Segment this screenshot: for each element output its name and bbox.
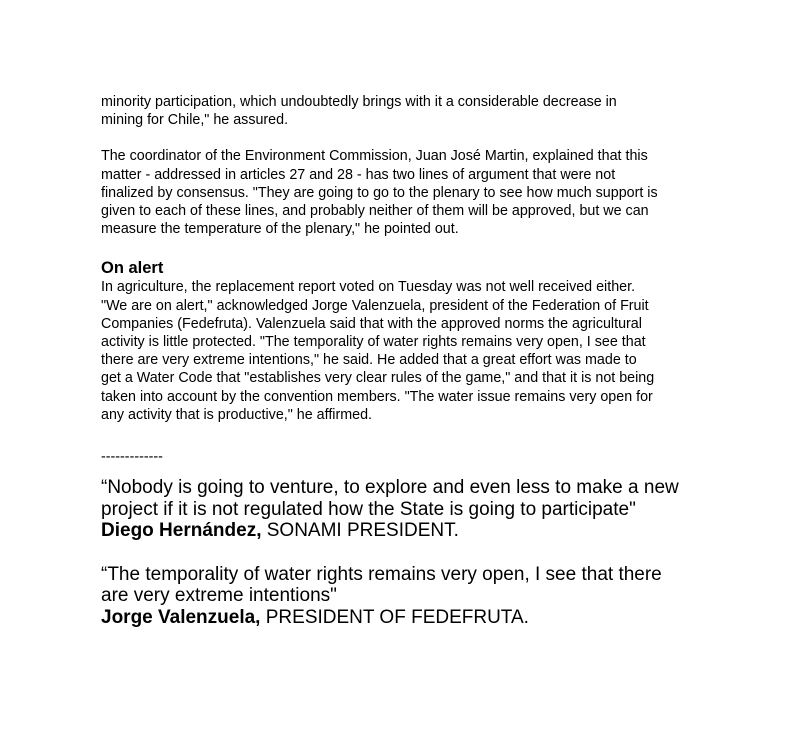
quote-author-title: PRESIDENT OF FEDEFRUTA. <box>260 606 529 628</box>
quote-author-name: Diego Hernández, <box>101 520 262 542</box>
article-paragraph: The coordinator of the Environment Commission, Juan José Martin, explained that this matter - addressed in articles 27 and 28 - has two lines of argument that were not finalized by consensus. "They are going to go to the plenary to see how much support is given to each of these lines, and probably neither of them will be approved, but we can measure the temperature of the plenary," he pointed out. <box>101 148 658 238</box>
quote-attribution <box>101 607 721 629</box>
pull-quote <box>101 477 721 542</box>
quote-text: “Nobody is going to venture, to explore and even less to make a new project if it is not regulated how the State is going to participate" <box>101 477 679 520</box>
pull-quote <box>101 564 721 629</box>
article-paragraph: minority participation, which undoubtedly brings with it a considerable decrease in mining for Chile," he assured. <box>101 94 617 129</box>
separator-line: ------------- <box>101 449 163 466</box>
quote-author-title: SONAMI PRESIDENT. <box>261 520 459 542</box>
quote-author-name: Jorge Valenzuela, <box>101 606 261 628</box>
quote-attribution <box>101 520 721 542</box>
document-page <box>101 93 721 628</box>
article-paragraph: In agriculture, the replacement report voted on Tuesday was not well received either. "We are on alert," acknowledged Jorge Valenzuela, president of the Federation of Fruit Companies (Fedefruta). Valenzuela said that with the approved norms the agricultural activity is little protected. "The temporality of water rights remains very open, I see that there are very extreme intentions," he said. He added that a great effort was made to get a Water Code that "establishes very clear rules of the game," and that it is not being taken into account by the convention members. "The water issue remains very open for any activity that is productive," he affirmed. <box>101 279 655 423</box>
quote-text: “The temporality of water rights remains very open, I see that there are very extreme intentions" <box>101 563 662 607</box>
section-heading: On alert <box>101 259 164 278</box>
